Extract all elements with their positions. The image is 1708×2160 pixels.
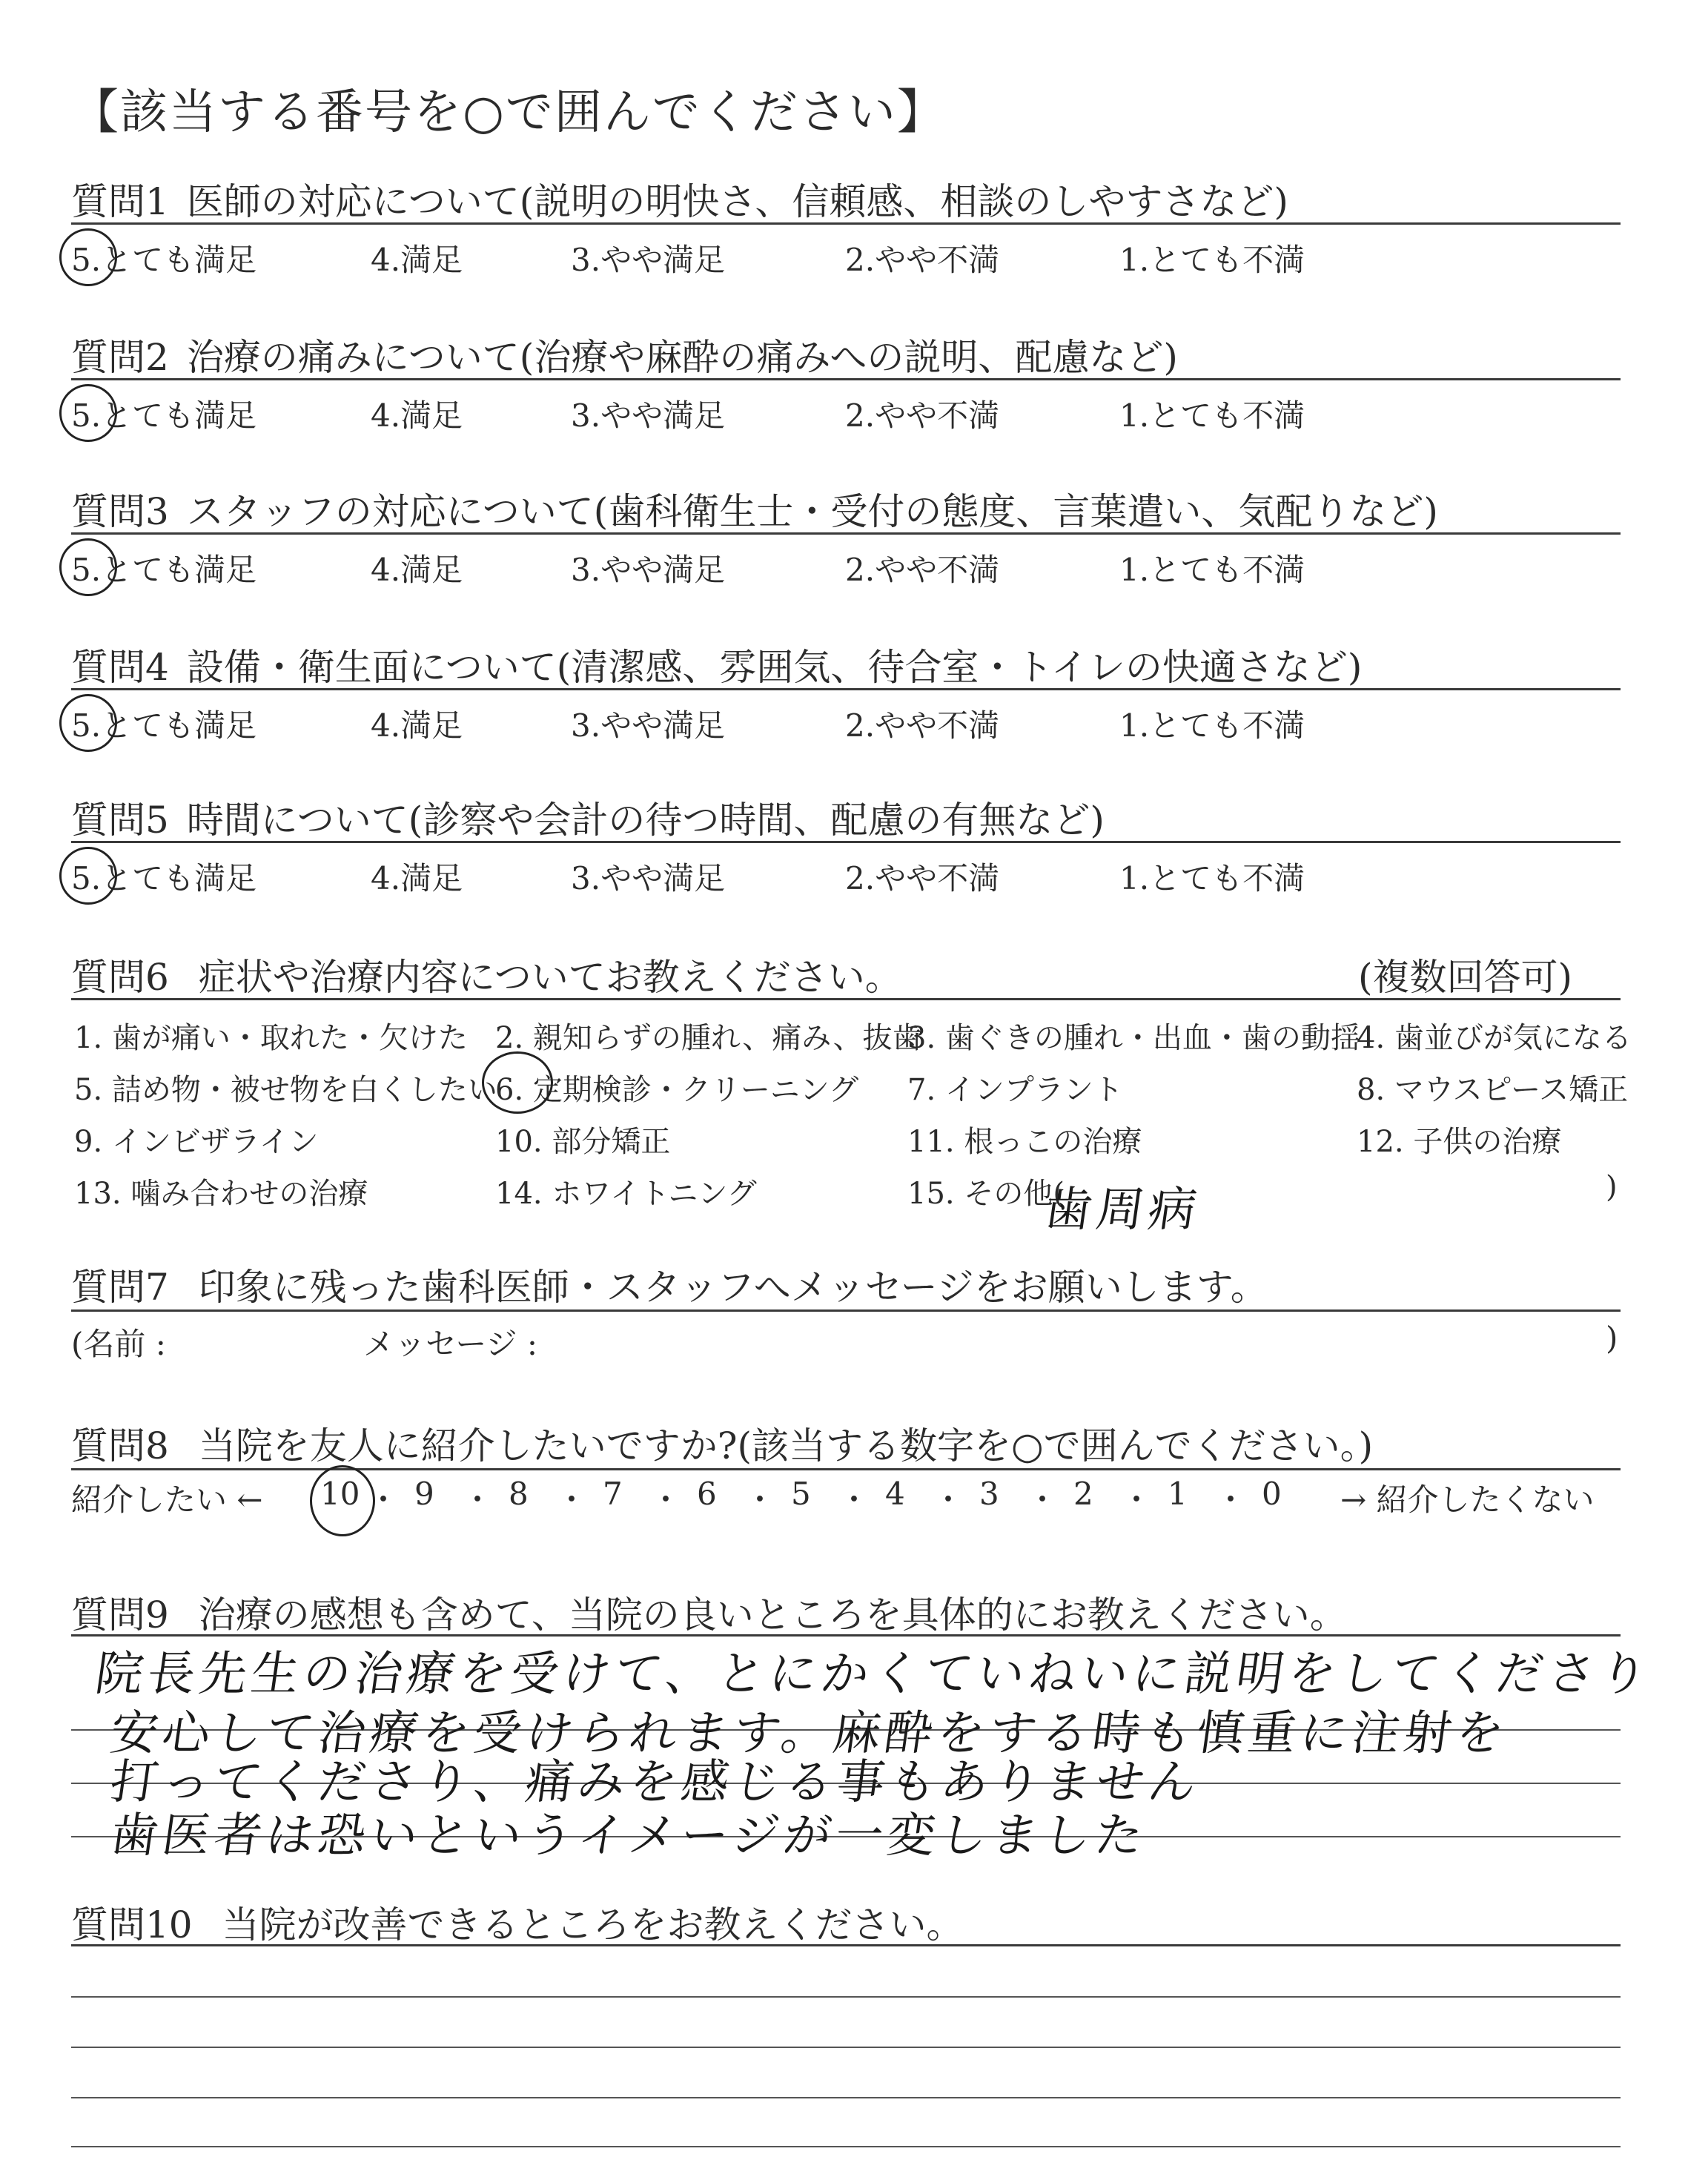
q8-scale-value[interactable]: 6 [697, 1476, 717, 1512]
q5-label: 質問5 [71, 799, 169, 842]
q6-heading [71, 948, 902, 1001]
q9-answer-line: 打ってくださり、痛みを感じる事もありません [106, 1755, 1205, 1810]
q4-rule [71, 688, 1621, 690]
q3-option[interactable]: 4.満足 [371, 552, 463, 588]
q2-option[interactable]: 4.満足 [371, 397, 463, 434]
q10-line [71, 1996, 1621, 1998]
q8-scale-dot: ・ [650, 1482, 682, 1518]
q5-option[interactable]: 3.やや満足 [571, 860, 726, 896]
q2-rule [71, 378, 1621, 380]
q1-rule [71, 222, 1621, 225]
q6-option[interactable]: 6. 定期検診・クリーニング [495, 1073, 859, 1107]
q5-text: 時間について(診察や会計の待つ時間、配慮の有無など) [186, 799, 1105, 842]
q10-label: 質問10 [71, 1903, 193, 1946]
q7-text: 印象に残った歯科医師・スタッフへメッセージをお願いします。 [198, 1266, 1268, 1309]
q7-name-label: (名前 : [71, 1326, 166, 1362]
q3-selected-circle [59, 538, 117, 596]
q3-rule [71, 532, 1621, 535]
q4-option[interactable]: 4.満足 [371, 707, 463, 744]
q2-heading [71, 328, 1178, 381]
q1-option[interactable]: 5.とても満足 [71, 242, 257, 278]
q5-option[interactable]: 4.満足 [371, 860, 463, 896]
q6-option[interactable]: 12. 子供の治療 [1357, 1125, 1562, 1159]
q8-scale-value[interactable]: 8 [509, 1476, 529, 1512]
q1-option[interactable]: 1.とても不満 [1119, 242, 1305, 278]
q6-option[interactable]: 3. 歯ぐきの腫れ・出血・歯の動揺 [907, 1021, 1360, 1055]
page-title: 【該当する番号を○で囲んでください】 [71, 85, 946, 140]
q8-scale-dot: ・ [744, 1482, 776, 1518]
q9-label: 質問9 [71, 1593, 169, 1636]
q4-option[interactable]: 1.とても不満 [1119, 707, 1305, 744]
q6-option[interactable]: 4. 歯並びが気になる [1357, 1021, 1632, 1055]
q9-text: 治療の感想も含めて、当院の良いところを具体的にお教えください。 [198, 1593, 1347, 1636]
q8-scale-value[interactable]: 2 [1073, 1476, 1093, 1512]
q5-heading [71, 790, 1105, 844]
q8-scale-dot: ・ [838, 1482, 870, 1518]
q8-scale-dot: ・ [1027, 1482, 1059, 1518]
q3-option[interactable]: 1.とても不満 [1119, 552, 1305, 588]
q8-scale-dot: ・ [556, 1482, 588, 1518]
q9-answer-line: 院長先生の治療を受けて、とにかくていねいに説明をしてくださり [91, 1647, 1656, 1702]
q9-heading [71, 1585, 1347, 1639]
q6-option[interactable]: 2. 親知らずの腫れ、痛み、抜歯 [495, 1021, 922, 1055]
q10-line [71, 2047, 1621, 2048]
q7-heading [71, 1258, 1268, 1311]
q1-option[interactable]: 4.満足 [371, 242, 463, 278]
q3-heading [71, 482, 1438, 535]
q6-option[interactable]: 9. インビザライン [74, 1125, 319, 1159]
q8-scale-value[interactable]: 4 [885, 1476, 905, 1512]
q4-option[interactable]: 3.やや満足 [571, 707, 726, 744]
q6-label: 質問6 [71, 956, 169, 999]
q1-text: 医師の対応について(説明の明快さ、信頼感、相談のしやすさなど) [186, 180, 1288, 223]
q8-selected-circle [310, 1465, 375, 1536]
q5-option[interactable]: 1.とても不満 [1119, 860, 1305, 896]
q8-scale-value[interactable]: 9 [414, 1476, 434, 1512]
q10-line [71, 2146, 1621, 2147]
q6-option[interactable]: 8. マウスピース矯正 [1357, 1073, 1629, 1107]
q3-text: スタッフの対応について(歯科衛生士・受付の態度、言葉遣い、気配りなど) [186, 490, 1438, 533]
q8-text: 当院を友人に紹介したいですか?(該当する数字を○で囲んでください。) [198, 1424, 1374, 1467]
q8-scale-dot: ・ [462, 1482, 494, 1518]
q2-option[interactable]: 2.やや不満 [845, 397, 1000, 434]
q6-option: ) [1606, 1170, 1618, 1204]
q2-option[interactable]: 3.やや満足 [571, 397, 726, 434]
q5-option[interactable]: 2.やや不満 [845, 860, 1000, 896]
q2-option[interactable]: 1.とても不満 [1119, 397, 1305, 434]
q6-option[interactable]: 14. ホワイトニング [495, 1177, 757, 1211]
q5-selected-circle [59, 847, 117, 905]
q4-label: 質問4 [71, 646, 169, 689]
q8-right-label: → 紹介したくない [1340, 1482, 1595, 1518]
q1-heading [71, 172, 1288, 225]
q8-label: 質問8 [71, 1424, 169, 1467]
q1-option[interactable]: 3.やや満足 [571, 242, 726, 278]
q8-scale-value[interactable]: 7 [603, 1476, 623, 1512]
q8-scale-dot: ・ [933, 1482, 964, 1518]
q8-scale-dot: ・ [1215, 1482, 1247, 1518]
q5-option[interactable]: 5.とても満足 [71, 860, 257, 896]
q2-option[interactable]: 5.とても満足 [71, 397, 257, 434]
q3-option[interactable]: 3.やや満足 [571, 552, 726, 588]
q4-text: 設備・衛生面について(清潔感、雰囲気、待合室・トイレの快適さなど) [186, 646, 1363, 689]
q6-option[interactable]: 5. 詰め物・被せ物を白くしたい [74, 1073, 497, 1107]
q7-rule [71, 1309, 1621, 1312]
q2-label: 質問2 [71, 336, 169, 379]
q8-scale-dot: ・ [368, 1482, 400, 1518]
q8-heading [71, 1416, 1373, 1470]
q1-option[interactable]: 2.やや不満 [845, 242, 1000, 278]
q9-answer-line: 安心して治療を受けられます。麻酔をする時も慎重に注射を [106, 1706, 1512, 1761]
q8-rule [71, 1468, 1621, 1470]
q6-option[interactable]: 7. インプラント [907, 1073, 1123, 1107]
q6-option[interactable]: 11. 根っこの治療 [907, 1125, 1142, 1159]
q9-answer-line: 歯医者は恐いというイメージが一変しました [106, 1809, 1151, 1863]
q4-selected-circle [59, 694, 117, 752]
q6-text: 症状や治療内容についてお教えください。 [198, 956, 902, 999]
q6-note: (複数回答可) [1358, 956, 1573, 999]
q6-selected-circle [482, 1051, 553, 1114]
q10-line [71, 2097, 1621, 2098]
q8-left-label: 紹介したい ← [71, 1482, 263, 1518]
q10-rule [71, 1944, 1621, 1946]
q2-text: 治療の痛みについて(治療や麻酔の痛みへの説明、配慮など) [186, 336, 1178, 379]
q6-other-handwritten: 歯周病 [1040, 1183, 1205, 1238]
q7-message-label: メッセージ : [363, 1326, 537, 1362]
q8-scale-value[interactable]: 0 [1262, 1476, 1282, 1512]
q10-text: 当院が改善できるところをお教えください。 [222, 1903, 964, 1946]
q6-option[interactable]: 13. 噛み合わせの治療 [74, 1177, 368, 1211]
q4-option[interactable]: 5.とても満足 [71, 707, 257, 744]
q2-selected-circle [59, 384, 117, 442]
q3-label: 質問3 [71, 490, 169, 533]
q3-option[interactable]: 2.やや不満 [845, 552, 1000, 588]
q6-option[interactable]: 1. 歯が痛い・取れた・欠けた [74, 1021, 468, 1055]
q6-option[interactable]: 15. その他( [907, 1177, 1065, 1211]
q1-selected-circle [59, 228, 117, 286]
q8-scale-value[interactable]: 5 [791, 1476, 811, 1512]
q8-scale-value[interactable]: 1 [1168, 1476, 1188, 1512]
q7-label: 質問7 [71, 1266, 169, 1309]
q6-rule [71, 998, 1621, 1000]
q10-heading [71, 1895, 964, 1949]
q8-scale-dot: ・ [1121, 1482, 1153, 1518]
q4-option[interactable]: 2.やや不満 [845, 707, 1000, 744]
q4-heading [71, 638, 1362, 691]
q8-scale-value[interactable]: 10 [320, 1476, 360, 1512]
q8-scale-value[interactable]: 3 [979, 1476, 999, 1512]
q5-rule [71, 841, 1621, 843]
q6-option[interactable]: 10. 部分矯正 [495, 1125, 671, 1159]
q1-label: 質問1 [71, 180, 169, 223]
q3-option[interactable]: 5.とても満足 [71, 552, 257, 588]
q7-close: ) [1606, 1320, 1618, 1356]
